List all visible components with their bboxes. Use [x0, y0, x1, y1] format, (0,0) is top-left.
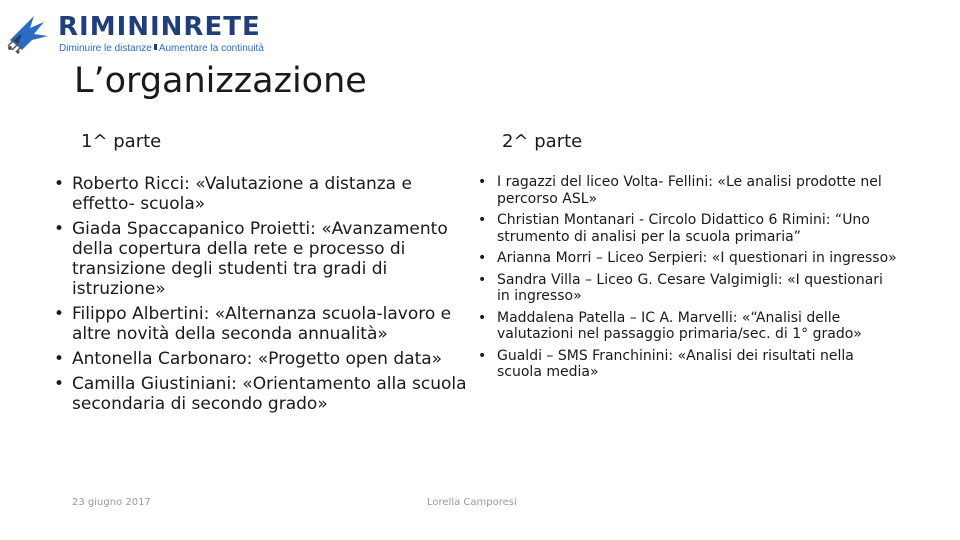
- tagline-right: Aumentare la continuità: [158, 43, 264, 54]
- tagline-separator: [154, 44, 157, 50]
- list-item: • Sandra Villa – Liceo G. Cesare Valgimigli: «I questionari in ingresso»: [478, 272, 898, 305]
- list-item: • Gualdi – SMS Franchinini: «Analisi dei risultati nella scuola media»: [478, 348, 898, 381]
- list-item: • Filippo Albertini: «Alternanza scuola-lavoro e altre novità della seconda annualità»: [54, 304, 474, 344]
- list-item: • Maddalena Patella – IC A. Marvelli: «“Analisi delle valutazioni nel passaggio primaria/sec. di 1° grado»: [478, 310, 898, 343]
- left-bullet-list: [54, 174, 474, 414]
- list-item: • Roberto Ricci: «Valutazione a distanza e effetto- scuola»: [54, 174, 474, 214]
- logo-name: RIMININRETE: [58, 12, 261, 42]
- left-column: [54, 174, 474, 419]
- right-bullet-list: [478, 174, 898, 381]
- slide-title: L’organizzazione: [74, 61, 367, 101]
- footer-date: 23 giugno 2017: [72, 497, 151, 508]
- list-item: • Antonella Carbonaro: «Progetto open data»: [54, 349, 474, 369]
- logo: [4, 6, 274, 56]
- list-item: • Christian Montanari - Circolo Didattico 6 Rimini: “Uno strumento di analisi per la scuola primaria”: [478, 212, 898, 245]
- right-column: [478, 174, 898, 386]
- list-item: • Arianna Morri – Liceo Serpieri: «I questionari in ingresso»: [478, 250, 898, 267]
- list-item: • Camilla Giustiniani: «Orientamento alla scuola secondaria di secondo grado»: [54, 374, 474, 414]
- logo-tagline: [59, 43, 264, 54]
- list-item: • I ragazzi del liceo Volta- Fellini: «Le analisi prodotte nel percorso ASL»: [478, 174, 898, 207]
- tagline-left: Diminuire le distanze: [59, 43, 152, 54]
- left-column-header: 1^ parte: [81, 131, 162, 152]
- footer-author: Lorella Camporesi: [427, 497, 517, 508]
- bird-logo-icon: [4, 6, 54, 56]
- list-item: • Giada Spaccapanico Proietti: «Avanzamento della copertura della rete e processo di transizione degli studenti tra gradi di istruzione»: [54, 219, 474, 299]
- right-column-header: 2^ parte: [502, 131, 583, 152]
